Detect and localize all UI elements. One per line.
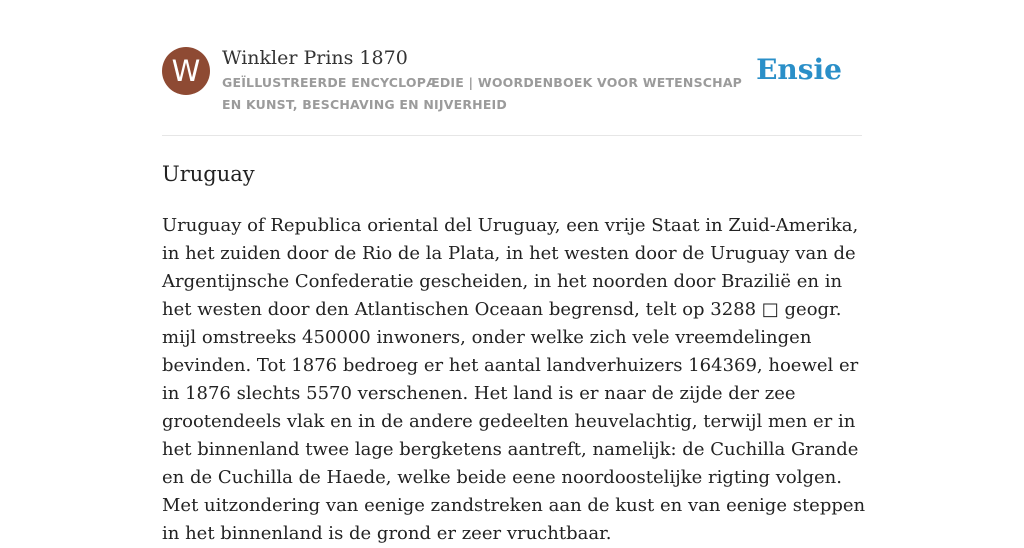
source-header <box>162 46 862 116</box>
source-subtitle: GEÏLLUSTREERDE ENCYCLOPÆDIE | WOORDENBOEK VOOR WETENSCHAP EN KUNST, BESCHAVING EN NIJVERHEID <box>222 75 743 112</box>
source-title[interactable]: Winkler Prins 1870 <box>222 47 408 69</box>
article-body: Uruguay of Republica oriental del Uruguay, een vrije Staat in Zuid-Amerika, in het zuiden door de Rio de la Plata, in het westen door de Uruguay van de Argentijnsche Confederatie gescheiden, in het noorden door Brazilië en in het westen door den Atlantischen Oceaan begrensd, telt op 3288 □ geogr. mijl omstreeks 450000 inwoners, onder welke zich vele vreemdelingen bevinden. Tot 1876 bedroeg er het aantal landverhuizers 164369, hoewel er in 1876 slechts 5570 verschenen. Het land is er naar de zijde der zee grootendeels vlak en in de andere gedeelten heuvelachtig, terwijl men er in het binnenland twee lage bergketens aantreft, namelijk: de Cuchilla Grande en de Cuchilla de Haede, welke beide eene noordoostelijke rigting volgen. Met uitzondering van eenige zandstreken aan de kust en van eenige steppen in het binnenland is de grond er zeer vruchtbaar. <box>162 215 866 544</box>
avatar[interactable]: W <box>162 47 210 95</box>
brand-logo[interactable]: Ensie <box>756 53 842 86</box>
header-divider <box>162 135 862 136</box>
page-title: Uruguay <box>162 162 255 186</box>
